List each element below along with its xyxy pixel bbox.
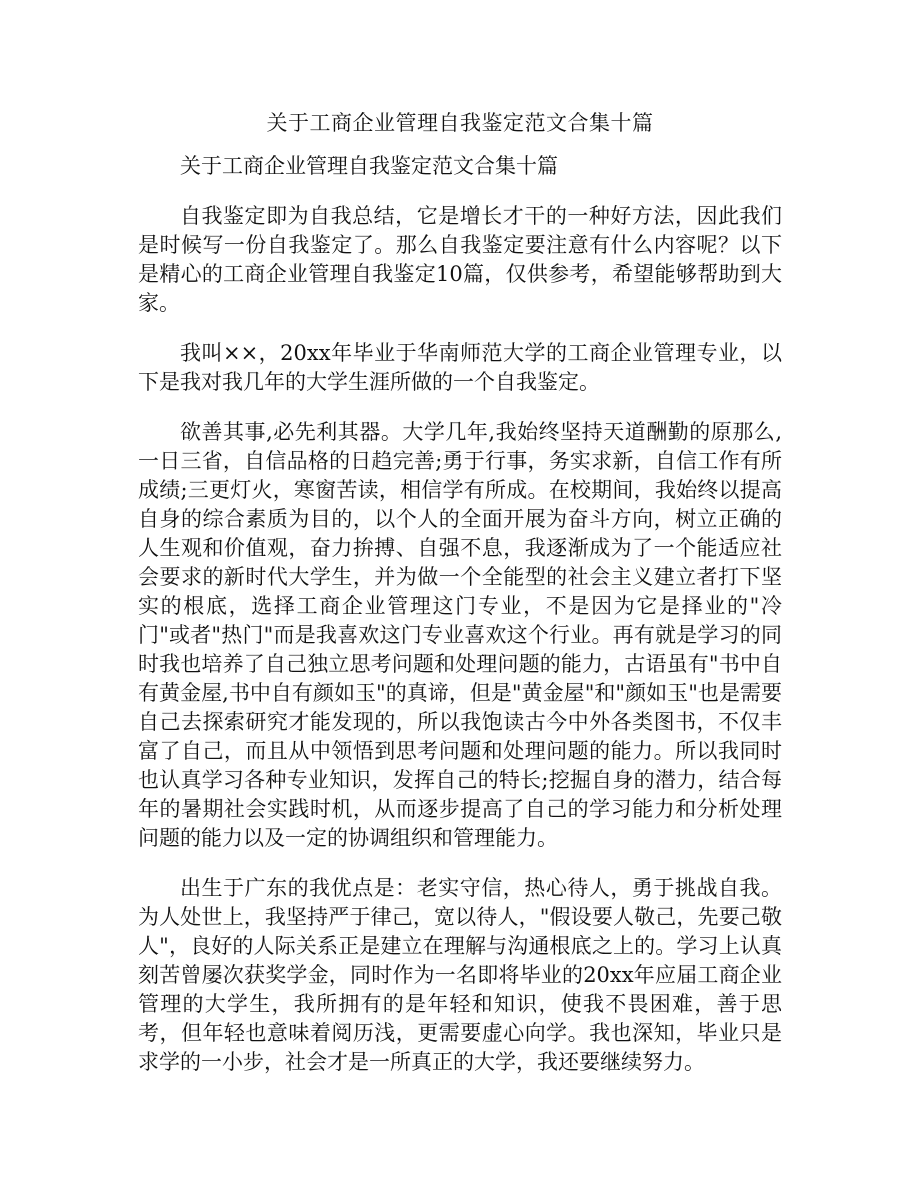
document-title: 关于工商企业管理自我鉴定范文合集十篇 (266, 111, 654, 135)
intro-paragraph: 自我鉴定即为自我总结，它是增长才干的一种好方法，因此我们是时候写一份自我鉴定了。那么自我鉴定要注意有什么内容呢？以下是精心的工商企业管理自我鉴定10篇，仅供参考，希望能够帮助到大家。 (138, 204, 782, 315)
study-paragraph: 欲善其事,必先利其器。大学几年,我始终坚持天道酬勤的原那么,一日三省，自信品格的日趋完善;勇于行事，务实求新，自信工作有所成绩;三更灯火，寒窗苦读，相信学有所成。在校期间，我始终以提高自身的综合素质为目的，以个人的全面开展为奋斗方向，树立正确的人生观和价值观，奋力拚搏、自强不息，我逐渐成为了一个能适应社会要求的新时代大学生，并为做一个全能型的社会主义建立者打下坚实的根底，选择工商企业管理这门专业，不是因为它是择业的"冷门"或者"热门"而是我喜欢这门专业喜欢这个行业。再有就是学习的同时我也培养了自己独立思考问题和处理问题的能力，古语虽有"书中自有黄金屋,书中自有颜如玉"的真谛，但是"黄金屋"和"颜如玉"也是需要自己去探索研究才能发现的，所以我饱读古今中外各类图书，不仅丰富了自己，而且从中领悟到思考问题和处理问题的能力。所以我同时也认真学习各种专业知识，发挥自己的特长;挖掘自身的潜力，结合每年的暑期社会实践时机，从而逐步提高了自己的学习能力和分析处理问题的能力以及一定的协调组织和管理能力。 (138, 420, 782, 850)
subtitle-paragraph: 关于工商企业管理自我鉴定范文合集十篇 (180, 154, 558, 178)
document-body (138, 152, 782, 1098)
self-introduction-paragraph: 我叫××，20xx年毕业于华南师范大学的工商企业管理专业，以下是我对我几年的大学生涯所做的一个自我鉴定。 (138, 341, 782, 394)
personality-paragraph: 出生于广东的我优点是：老实守信，热心待人，勇于挑战自我。为人处世上，我坚持严于律己，宽以待人，"假设要人敬己，先要己敬人"，良好的人际关系正是建立在理解与沟通根底之上的。学习上认真刻苦曾屡次获奖学金，同时作为一名即将毕业的20xx年应届工商企业管理的大学生，我所拥有的是年轻和知识，使我不畏困难，善于思考，但年轻也意味着阅历浅，更需要虚心向学。我也深知，毕业只是求学的一小步，社会才是一所真正的大学，我还要继续努力。 (138, 876, 782, 1074)
